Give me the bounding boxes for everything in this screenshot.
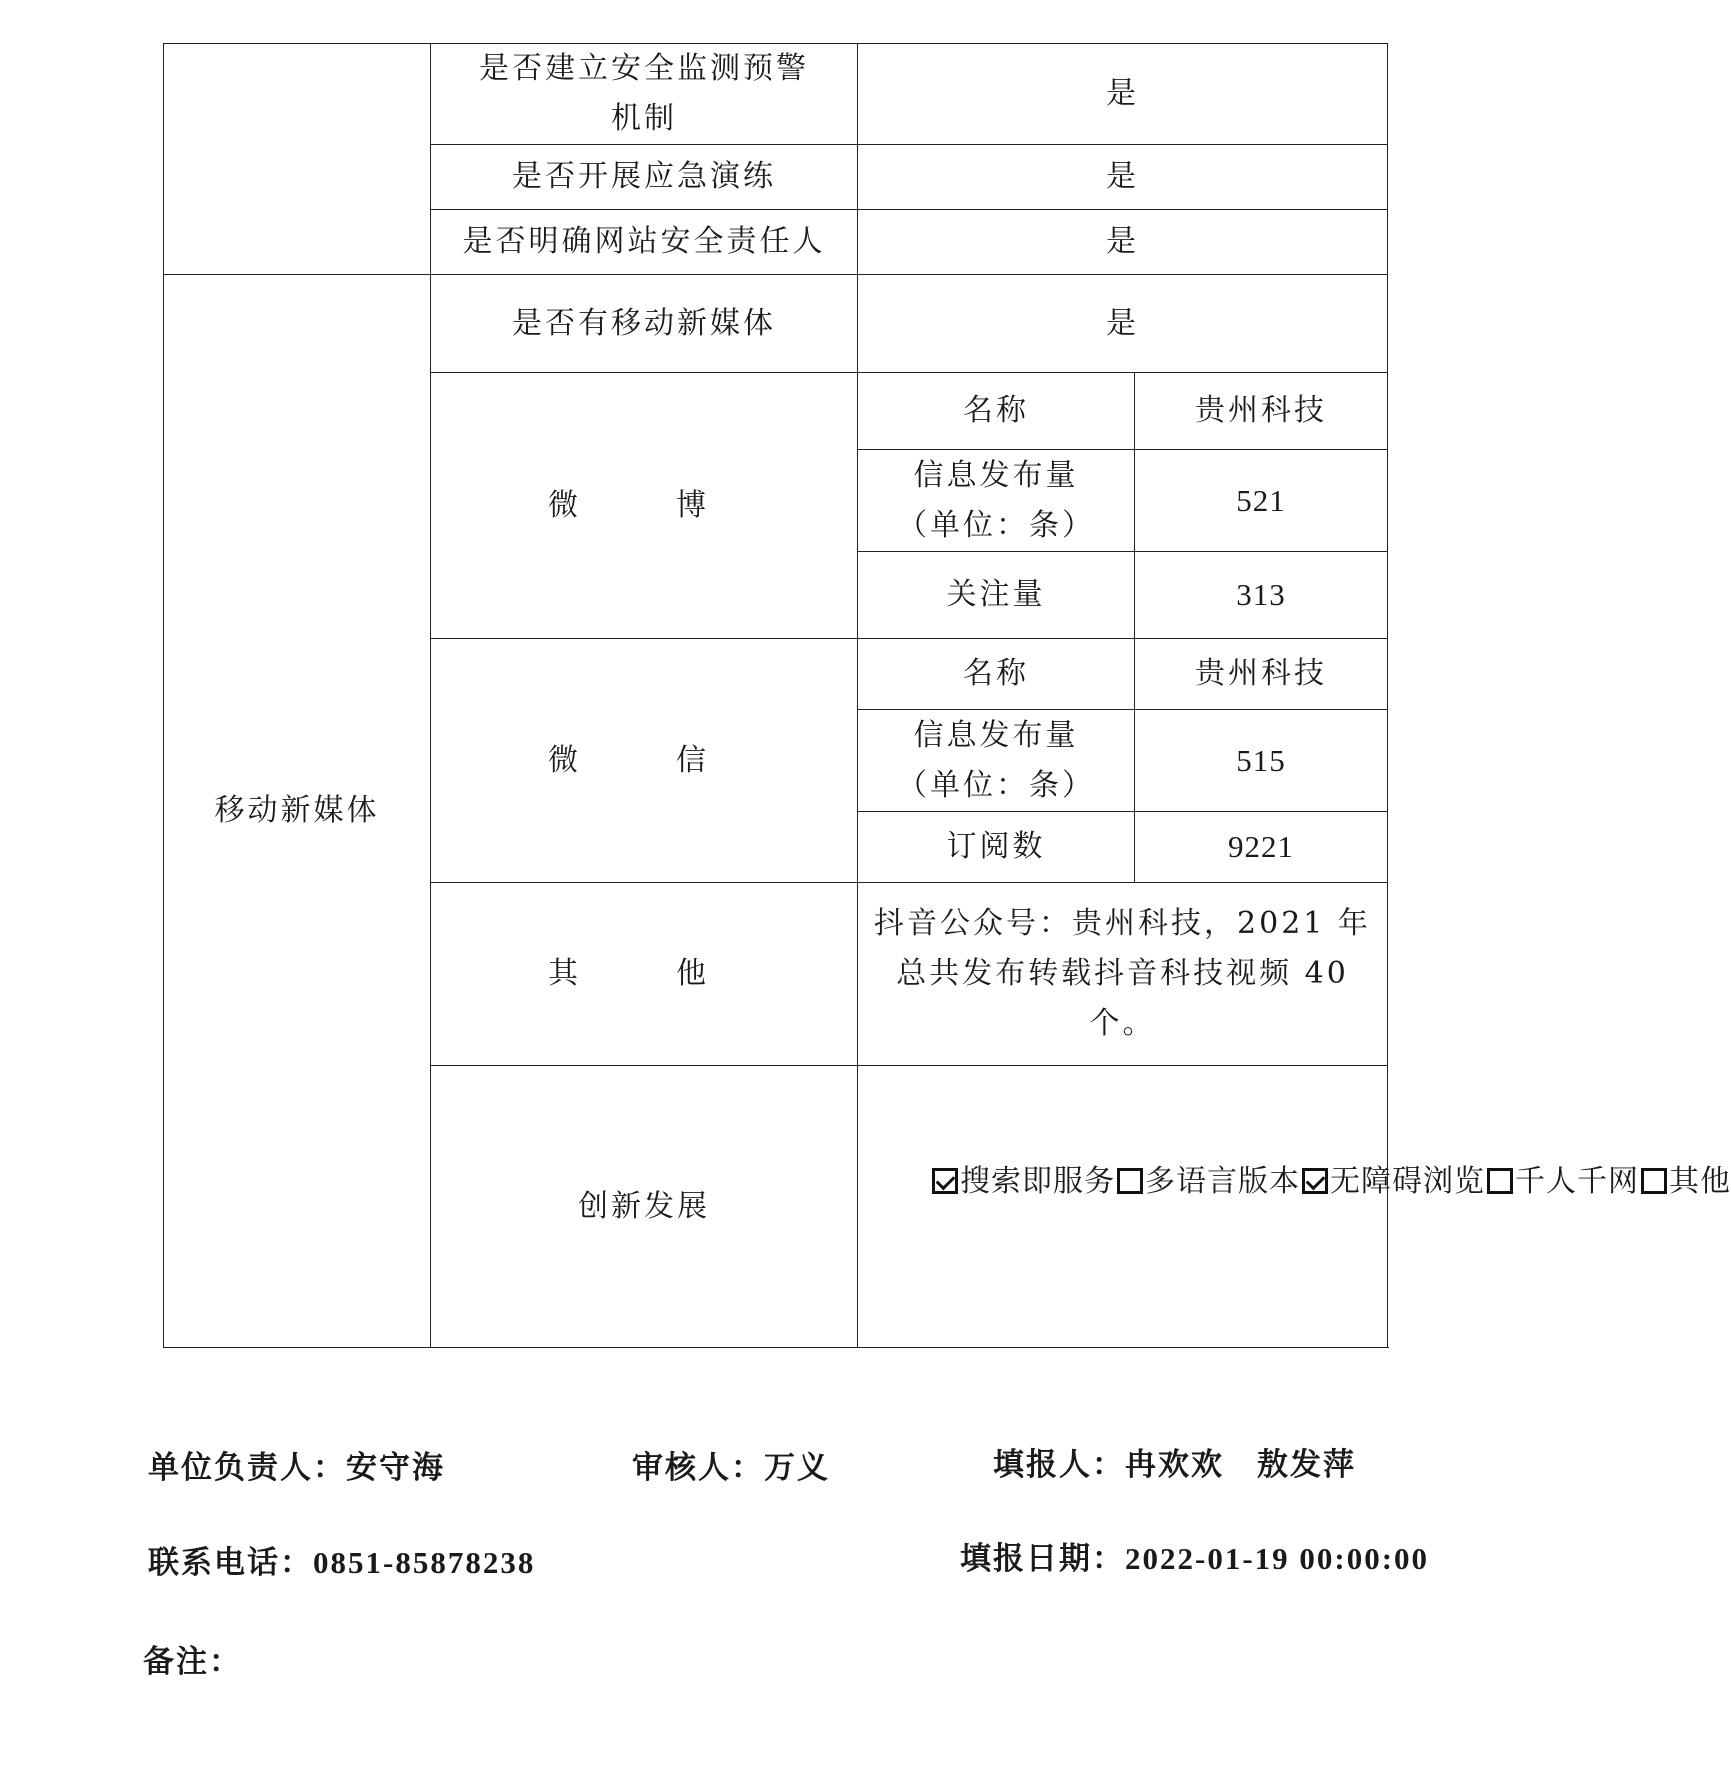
- innovation-options: [858, 1066, 1731, 1348]
- weibo-posts-label: [858, 450, 1135, 552]
- value-security-owner: 是: [858, 210, 1388, 275]
- label-monitoring-warning: [431, 44, 858, 145]
- note-line: 总共发布转载抖音科技视频 40: [896, 956, 1349, 991]
- innovation-checkbox-group: [868, 1157, 1731, 1207]
- option-accessibility[interactable]: [1300, 1164, 1485, 1199]
- filler-value: 冉欢欢 敖发萍: [1125, 1447, 1356, 1483]
- report-table: [163, 43, 1731, 1348]
- fill-date: [960, 1533, 1429, 1578]
- section-cell-empty: [164, 44, 431, 275]
- option-label: 其他: [1669, 1163, 1731, 1199]
- label-line: （单位：条）: [897, 507, 1095, 543]
- other-note: [858, 883, 1388, 1066]
- option-label: 搜索即服务: [960, 1163, 1115, 1199]
- reviewer: [632, 1442, 830, 1487]
- date-label: 填报日期：: [960, 1541, 1125, 1577]
- option-personalized[interactable]: [1485, 1164, 1639, 1199]
- note-line: 个。: [1089, 1006, 1156, 1041]
- wechat-posts-label: [858, 710, 1135, 812]
- weibo-posts-value: 521: [1135, 450, 1388, 552]
- wechat-posts-value: 515: [1135, 710, 1388, 812]
- filler: [993, 1439, 1356, 1484]
- filler-label: 填报人：: [993, 1447, 1125, 1483]
- checkbox-checked-icon[interactable]: [932, 1168, 958, 1194]
- label-line: 机制: [611, 101, 677, 136]
- label-has-mobile-media: 是否有移动新媒体: [431, 275, 858, 373]
- option-multilingual[interactable]: [1115, 1164, 1300, 1199]
- weibo-name-value: 贵州科技: [1135, 373, 1388, 450]
- note-line: 抖音公众号：贵州科技，2021 年: [874, 906, 1371, 941]
- label-security-owner: 是否明确网站安全责任人: [431, 210, 858, 275]
- date-value: 2022-01-19 00:00:00: [1125, 1541, 1430, 1576]
- value-has-mobile-media: 是: [858, 275, 1388, 373]
- label-line: 信息发布量: [913, 717, 1079, 753]
- weibo-followers-value: 313: [1135, 552, 1388, 639]
- option-label: 多语言版本: [1145, 1163, 1300, 1199]
- wechat-name-label: 名称: [858, 639, 1135, 710]
- unit-head-value: 安守海: [346, 1450, 445, 1486]
- checkbox-unchecked-icon[interactable]: [1117, 1168, 1143, 1194]
- weibo-name-label: 名称: [858, 373, 1135, 450]
- label-line: 信息发布量: [913, 457, 1079, 493]
- checkbox-unchecked-icon[interactable]: [1487, 1168, 1513, 1194]
- option-other[interactable]: [1639, 1164, 1731, 1199]
- unit-head: [148, 1442, 445, 1487]
- option-label: 千人千网: [1515, 1163, 1639, 1199]
- option-label: 无障碍浏览: [1330, 1163, 1485, 1199]
- label-emergency-drill: 是否开展应急演练: [431, 145, 858, 210]
- weibo-followers-label: 关注量: [858, 552, 1135, 639]
- reviewer-value: 万义: [764, 1450, 830, 1486]
- label-wechat: 微 信: [431, 639, 858, 883]
- label-other: 其 他: [431, 883, 858, 1066]
- checkbox-unchecked-icon[interactable]: [1641, 1168, 1667, 1194]
- label-weibo: 微 博: [431, 373, 858, 639]
- unit-head-label: 单位负责人：: [148, 1450, 346, 1486]
- remark-label: 备注：: [143, 1644, 242, 1680]
- wechat-name-value: 贵州科技: [1135, 639, 1388, 710]
- option-search-service[interactable]: [930, 1164, 1115, 1199]
- label-line: 是否建立安全监测预警: [479, 51, 809, 86]
- value-emergency-drill: 是: [858, 145, 1388, 210]
- phone-value: 0851-85878238: [313, 1545, 536, 1580]
- value-monitoring-warning: 是: [858, 44, 1388, 145]
- checkbox-checked-icon[interactable]: [1302, 1168, 1328, 1194]
- label-line: （单位：条）: [897, 767, 1095, 803]
- section-label-innovation: 创新发展: [431, 1066, 858, 1348]
- reviewer-label: 审核人：: [632, 1450, 764, 1486]
- phone-label: 联系电话：: [148, 1545, 313, 1581]
- contact-phone: [148, 1537, 535, 1582]
- remark: [143, 1636, 242, 1681]
- section-label-mobile-media: 移动新媒体: [164, 275, 431, 1348]
- wechat-subscribers-value: 9221: [1135, 812, 1388, 883]
- wechat-subscribers-label: 订阅数: [858, 812, 1135, 883]
